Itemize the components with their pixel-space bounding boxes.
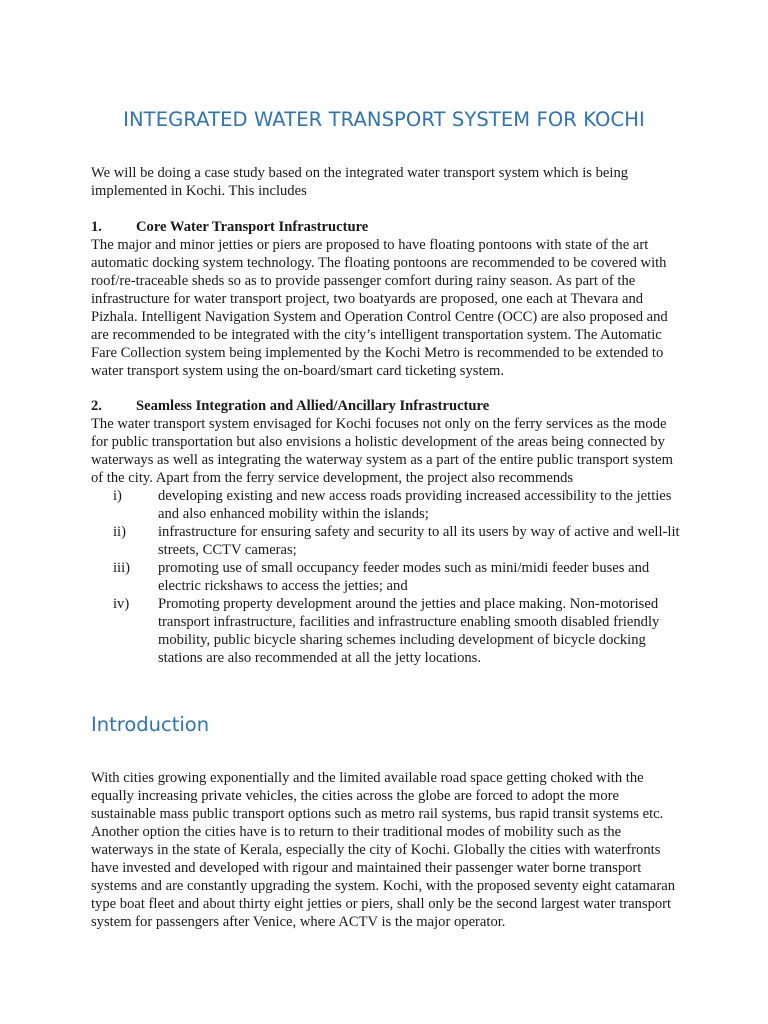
list-item [91, 523, 681, 559]
list-item-number: iv) [113, 596, 130, 612]
introduction-heading: Introduction [91, 713, 210, 736]
introduction-body: With cities growing exponentially and the limited available road space getting choked with the equally increasing private vehicles, the cities across the globe are forced to adopt the more sustainable mass public transport options such as metro rail systems, bus rapid transit systems etc. Another option the cities have is to return to their traditional modes of mobility such as the waterways in the state of Kerala, especially the city of Kochi. Globally the cities with waterfronts have invested and developed with rigour and maintained their passenger water borne transport systems and are constantly upgrading the system. Kochi, with the proposed seventy eight catamaran type boat fleet and about thirty eight jetties or piers, shall only be the second largest water transport system for passengers after Venice, where ACTV is the major operator. [91, 770, 676, 930]
list-item-number: iii) [113, 560, 131, 576]
intro-paragraph: We will be doing a case study based on the integrated water transport system which is being implemented in Kochi. This includes [91, 165, 629, 199]
section-body: The water transport system envisaged for Kochi focuses not only on the ferry services as the mode for public transportation but also envisions a holistic development of the areas being connected by waterways as well as integrating the waterway system as a part of the entire public transport system of the city. Apart from the ferry service development, the project also recommends [91, 416, 673, 486]
list-item-text: Promoting property development around the jetties and place making. Non-motorised transport infrastructure, facilities and infrastructure enabling smooth disabled friendly mobility, public bicycle sharing schemes including development of bicycle docking stations are also recommended at all the jetty locations. [158, 596, 660, 666]
list-item-text: developing existing and new access roads providing increased accessibility to the jetties and also enhanced mobility within the islands; [158, 488, 672, 522]
section-heading [91, 397, 681, 415]
section-number: 1. [91, 219, 102, 235]
section-heading-text: Core Water Transport Infrastructure [136, 219, 369, 235]
recommendations-list [91, 487, 681, 667]
list-item-text: infrastructure for ensuring safety and security to all its users by way of active and well-lit streets, CCTV cameras; [158, 524, 680, 558]
section-core-infrastructure [91, 218, 681, 380]
section-number: 2. [91, 398, 102, 414]
section-heading [91, 218, 681, 236]
list-item [91, 559, 681, 595]
section-body: The major and minor jetties or piers are proposed to have floating pontoons with state of the art automatic docking system technology. The floating pontoons are recommended to be covered with roof/re-traceable sheds so as to provide passenger comfort during rainy season. As part of the infrastructure for water transport project, two boatyards are proposed, one each at Thevara and Pizhala. Intelligent Navigation System and Operation Control Centre (OCC) are also proposed and are recommended to be integrated with the city’s intelligent transportation system. The Automatic Fare Collection system being implemented by the Kochi Metro is recommended to be extended to water transport system using the on-board/smart card ticketing system. [91, 237, 668, 379]
list-item-text: promoting use of small occupancy feeder modes such as mini/midi feeder buses and electric rickshaws to access the jetties; and [158, 560, 650, 594]
list-item-number: ii) [113, 524, 126, 540]
list-item [91, 595, 681, 667]
list-item [91, 487, 681, 523]
document-title: INTEGRATED WATER TRANSPORT SYSTEM FOR KOCHI [123, 108, 645, 131]
list-item-number: i) [113, 488, 122, 504]
section-seamless-integration [91, 397, 681, 667]
section-heading-text: Seamless Integration and Allied/Ancillary Infrastructure [136, 398, 490, 414]
